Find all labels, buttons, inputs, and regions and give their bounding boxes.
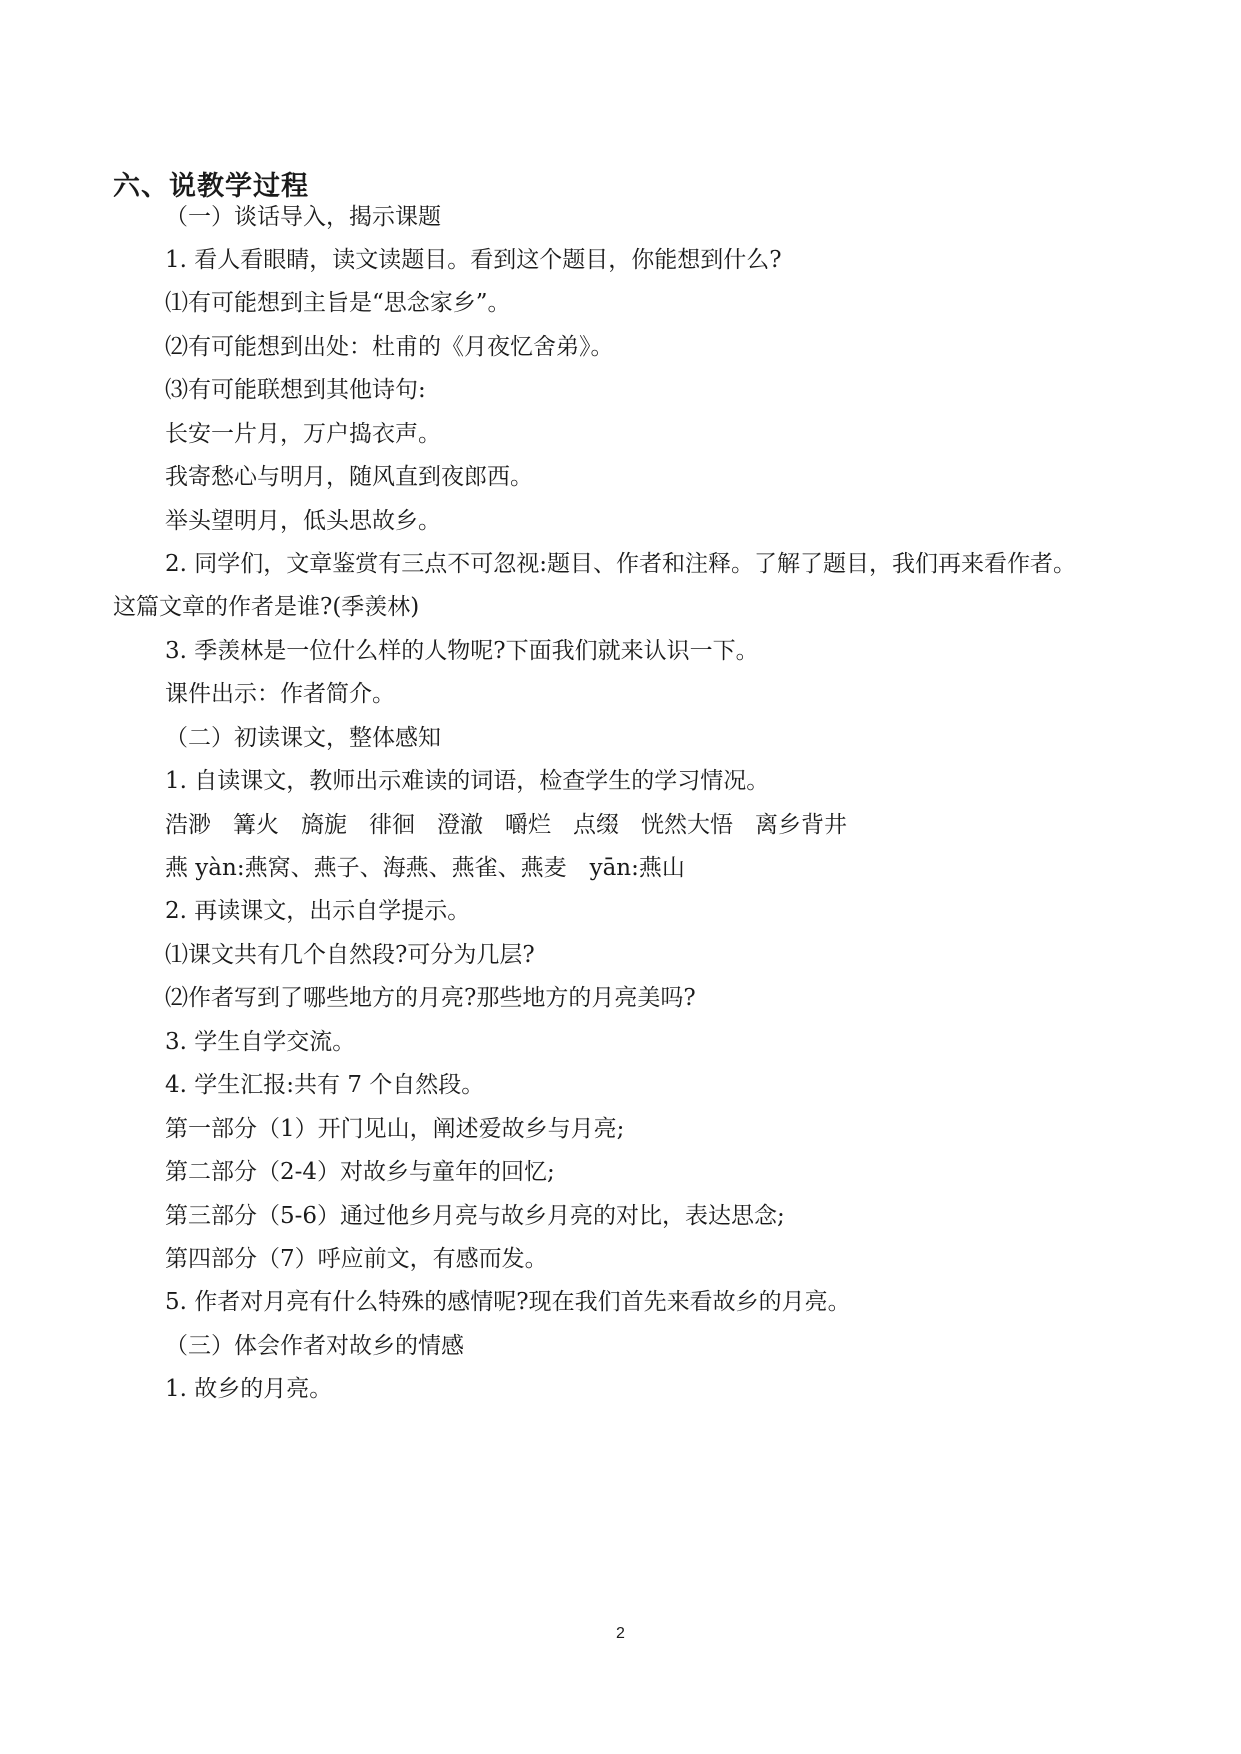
paragraph-line: 这篇文章的作者是谁?(季羡林) (113, 594, 420, 620)
paragraph-line: 1. 自读课文，教师出示难读的词语，检查学生的学习情况。 (165, 768, 770, 794)
poem-line: 举头望明月，低头思故乡。 (165, 508, 441, 534)
paragraph-line: 1. 看人看眼睛，读文读题目。看到这个题目，你能想到什么? (165, 247, 782, 273)
poem-line: 我寄愁心与明月，随风直到夜郎西。 (165, 464, 533, 490)
vocabulary-word: 澄澈 (437, 812, 483, 838)
subsection-title: （三）体会作者对故乡的情感 (165, 1333, 464, 1359)
paragraph-line: ⑶有可能联想到其他诗句: (165, 377, 426, 403)
vocabulary-word: 嚼烂 (505, 812, 551, 838)
paragraph-line: 2. 再读课文，出示自学提示。 (165, 898, 471, 924)
vocabulary-word: 点缀 (573, 812, 619, 838)
paragraph-line: ⑵有可能想到出处：杜甫的《月夜忆舍弟》。 (165, 334, 614, 360)
paragraph-line: ⑵作者写到了哪些地方的月亮?那些地方的月亮美吗? (165, 985, 696, 1011)
vocabulary-word: 恍然大悟 (641, 812, 733, 838)
pinyin-line: 燕 yàn:燕窝、燕子、海燕、燕雀、燕麦 yān:燕山 (165, 855, 685, 881)
paragraph-line: 第一部分（1）开门见山，阐述爱故乡与月亮; (165, 1116, 625, 1142)
paragraph-line: 第四部分（7）呼应前文，有感而发。 (165, 1246, 548, 1272)
vocabulary-list (165, 810, 847, 840)
paragraph-line: 3. 季羡林是一位什么样的人物呢?下面我们就来认识一下。 (165, 638, 759, 664)
subsection-title: （二）初读课文，整体感知 (165, 725, 441, 751)
vocabulary-word: 浩渺 (165, 812, 211, 838)
vocabulary-word: 离乡背井 (755, 812, 847, 838)
paragraph-line: 2. 同学们，文章鉴赏有三点不可忽视:题目、作者和注释。了解了题目，我们再来看作者。 (165, 551, 1077, 577)
vocabulary-word: 旖旎 (301, 812, 347, 838)
section-heading: 六、说教学过程 (113, 171, 309, 202)
vocabulary-word: 篝火 (233, 812, 279, 838)
paragraph-line: 课件出示：作者简介。 (165, 681, 395, 707)
subsection-title: （一）谈话导入，揭示课题 (165, 204, 441, 230)
vocabulary-word: 徘徊 (369, 812, 415, 838)
paragraph-line: 第三部分（5-6）通过他乡月亮与故乡月亮的对比，表达思念; (165, 1203, 785, 1229)
paragraph-line: 第二部分（2-4）对故乡与童年的回忆; (165, 1159, 555, 1185)
page-number: 2 (616, 1625, 625, 1642)
paragraph-line: 1. 故乡的月亮。 (165, 1376, 333, 1402)
paragraph-line: 3. 学生自学交流。 (165, 1029, 356, 1055)
paragraph-line: 5. 作者对月亮有什么特殊的感情呢?现在我们首先来看故乡的月亮。 (165, 1289, 851, 1315)
paragraph-line: ⑴课文共有几个自然段?可分为几层? (165, 942, 535, 968)
paragraph-line: ⑴有可能想到主旨是“思念家乡”。 (165, 290, 511, 316)
poem-line: 长安一片月，万户捣衣声。 (165, 421, 441, 447)
paragraph-line: 4. 学生汇报:共有 7 个自然段。 (165, 1072, 485, 1098)
